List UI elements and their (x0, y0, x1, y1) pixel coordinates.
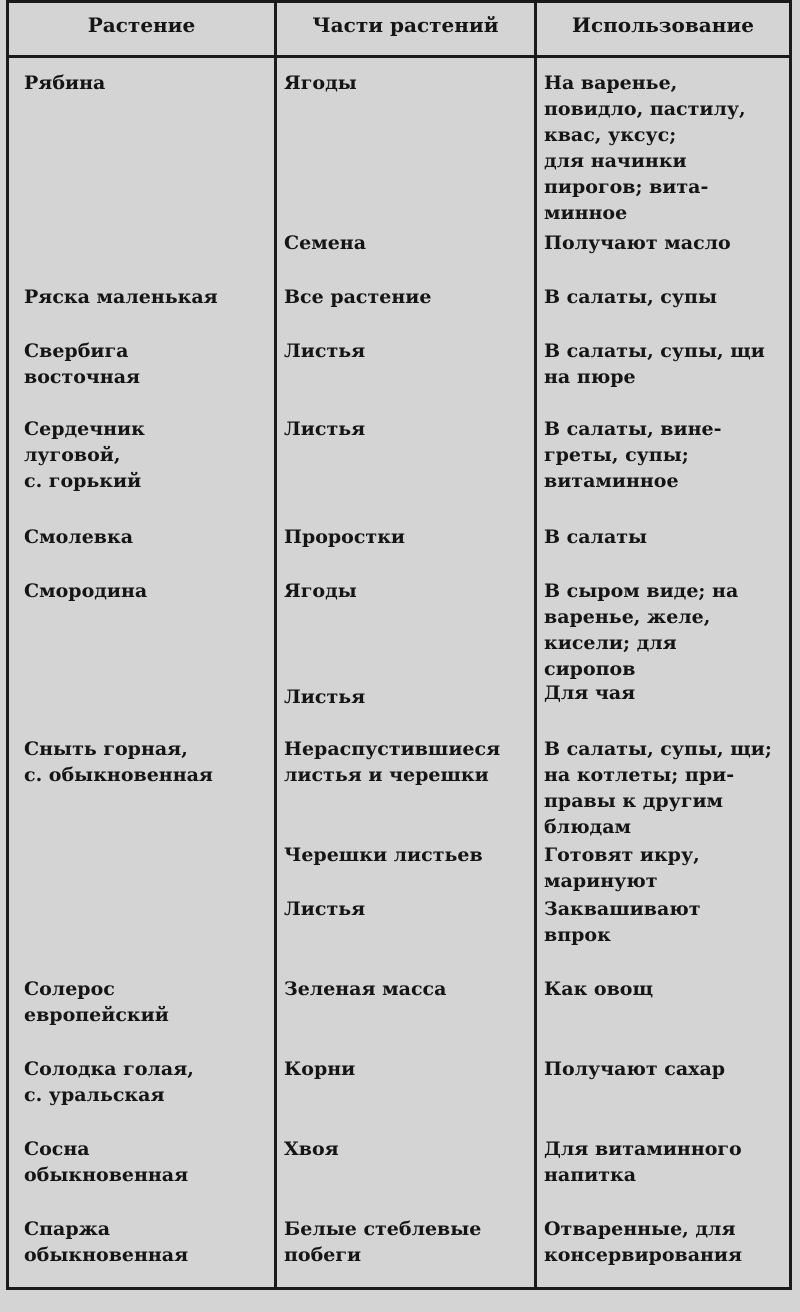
plant-name: Смолевка (24, 526, 134, 548)
plant-part: Корни (284, 1058, 356, 1080)
plant-use: В салаты, супы, щи на пюре (544, 340, 765, 388)
plant-use: Для чая (544, 682, 636, 704)
plant-name: Сныть горная, с. обыкновенная (24, 738, 213, 786)
plant-part: Нераспустившиеся листья и черешки (284, 738, 501, 786)
plant-part: Зеленая масса (284, 978, 447, 1000)
plant-part: Белые стеблевые побеги (284, 1218, 482, 1266)
plant-name: Смородина (24, 580, 148, 602)
plant-use: Отваренные, для консервирования (544, 1218, 743, 1266)
plant-part: Проростки (284, 526, 406, 548)
plant-name: Солодка голая, с. уральская (24, 1058, 194, 1106)
plant-use: В салаты, супы, щи; на котлеты; при- правы к другим блюдам (544, 738, 772, 838)
plant-part: Ягоды (284, 72, 357, 94)
plant-use: В салаты, супы (544, 286, 717, 308)
header-use: Использование (572, 13, 754, 37)
plant-use: Получают сахар (544, 1058, 726, 1080)
plant-part: Ягоды (284, 580, 357, 602)
plant-name: Свербига восточная (24, 340, 141, 388)
plant-use: В сыром виде; на варенье, желе, кисели; для сиропов (544, 580, 739, 680)
column-divider (534, 3, 537, 1287)
plant-use: В салаты, вине- греты, супы; витаминное (544, 418, 722, 492)
plant-use: На варенье, повидло, пастилу, квас, уксус; для начинки пирогов; вита- минное (544, 72, 746, 224)
plant-part: Черешки листьев (284, 844, 483, 866)
plant-part: Листья (284, 418, 366, 440)
plant-part: Семена (284, 232, 367, 254)
header-plant: Растение (87, 13, 196, 37)
plant-use: Получают масло (544, 232, 731, 254)
plant-use: Как овощ (544, 978, 654, 1000)
plant-name: Спаржа обыкновенная (24, 1218, 189, 1266)
column-divider (274, 3, 277, 1287)
plant-part: Листья (284, 898, 366, 920)
plant-name: Сердечник луговой, с. горький (24, 418, 145, 492)
plant-name: Солерос европейский (24, 978, 169, 1026)
plant-name: Рябина (24, 72, 106, 94)
plant-use: Для витаминного напитка (544, 1138, 742, 1186)
plant-part: Все растение (284, 286, 432, 308)
plant-part: Листья (284, 686, 366, 708)
plant-part: Хвоя (284, 1138, 339, 1160)
header-divider (9, 55, 789, 58)
plant-use: Заквашивают впрок (544, 898, 701, 946)
header-parts: Части растений (312, 13, 499, 37)
plant-name: Сосна обыкновенная (24, 1138, 189, 1186)
plant-part: Листья (284, 340, 366, 362)
plant-name: Ряска маленькая (24, 286, 218, 308)
plant-use: В салаты (544, 526, 648, 548)
plant-use: Готовят икру, маринуют (544, 844, 700, 892)
